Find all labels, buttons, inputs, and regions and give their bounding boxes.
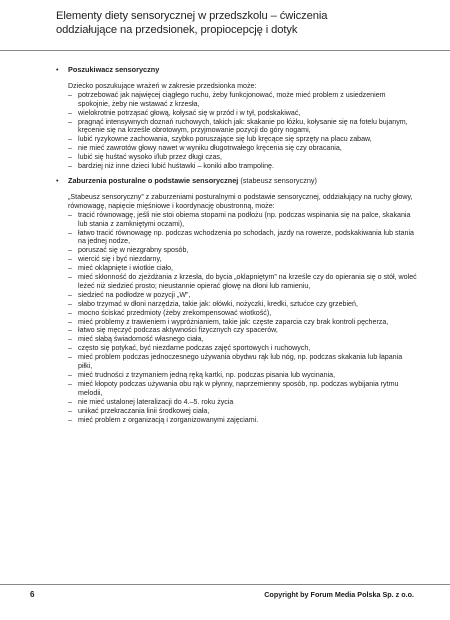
section-heading-sensory-seeker bbox=[56, 66, 418, 75]
list-item: – tracić równowagę, jeśli nie stoi obiema stopami na podłożu (np. podczas wspinania się na palce, skakania lub stania z zamkniętymi oczami), bbox=[68, 211, 418, 229]
section-heading-text: Zaburzenia posturalne o podstawie sensorycznej bbox=[68, 175, 239, 185]
list-item: – nie mieć zawrotów głowy nawet w wyniku długotrwałego kręcenia się czy obracania, bbox=[68, 144, 418, 153]
list-item: – pragnąć intensywnych doznań ruchowych, takich jak: skakanie po łóżku, kołysanie się na fotelu bujanym, kręcenie się na krześle obrotowym, przyjmowanie pozycji do góry nogami, bbox=[68, 118, 418, 136]
page-body bbox=[56, 66, 418, 424]
footer-divider bbox=[0, 584, 450, 585]
list-item: – mieć problem podczas jednoczesnego używania obydwu rąk lub nóg, np. podczas skakania lub łapania piłki, bbox=[68, 353, 418, 371]
bullet-icon: • bbox=[56, 65, 59, 74]
list-item: – unikać przekraczania linii środkowej ciała, bbox=[68, 407, 418, 416]
list-item: – poruszać się w niezgrabny sposób, bbox=[68, 246, 418, 255]
list-item: – mieć słabą świadomość własnego ciała, bbox=[68, 335, 418, 344]
list-item: – mieć trudności z trzymaniem jedną ręką kartki, np. podczas pisania lub wycinania, bbox=[68, 371, 418, 380]
list-item: – potrzebować jak najwięcej ciągłego ruchu, żeby funkcjonować, może mieć problem z usiedzeniem spokojnie, żeby nie wstawać z krzesła, bbox=[68, 91, 418, 109]
list-item: – lubić ryzykowne zachowania, szybko poruszające się lub kręcące się sprzęty na placu zabaw, bbox=[68, 135, 418, 144]
list-item: – mocno ściskać przedmioty (żeby zrekompensować wiotkość), bbox=[68, 309, 418, 318]
list-item: – łatwo tracić równowagę np. podczas wchodzenia po schodach, jazdy na rowerze, podskakiwania lub stania na jednej nodze, bbox=[68, 229, 418, 247]
list-item: – mieć skłonność do zjeżdżania z krzesła, do bycia „oklapniętym” na krześle czy do opierania się o stół, woleć leżeć niż siedzieć prosto; nieustannie opierać głowę na dłoni lub ramieniu, bbox=[68, 273, 418, 291]
list-item: – wielokrotnie potrząsać głową, kołysać się w przód i w tył, podskakiwać, bbox=[68, 109, 418, 118]
header-divider bbox=[0, 50, 450, 51]
page-header bbox=[56, 10, 416, 37]
list-item: – wiercić się i być niezdarny, bbox=[68, 255, 418, 264]
section-list bbox=[56, 211, 418, 425]
list-item: – mieć problemy z trawieniem i wypróżnianiem, takie jak: częste zaparcia czy brak kontroli pęcherza, bbox=[68, 318, 418, 327]
section-heading-suffix: (stabeusz sensoryczny) bbox=[238, 175, 317, 185]
list-item: – mieć oklapnięte i wiotkie ciało, bbox=[68, 264, 418, 273]
section-intro: Dziecko poszukujące wrażeń w zakresie przedsionka może: bbox=[68, 81, 257, 90]
page-number: 6 bbox=[30, 590, 35, 599]
header-title-line-2: oddziałujące na przedsionek, propiocepcję i dotyk bbox=[56, 23, 298, 36]
list-item: – często się potykać, być niezdarne podczas zajęć sportowych i ruchowych, bbox=[68, 344, 418, 353]
section-heading-text: Poszukiwacz sensoryczny bbox=[68, 65, 160, 74]
list-item: – bardziej niż inne dzieci lubić huśtawki – koniki albo trampolinę. bbox=[68, 162, 418, 171]
header-title-line-1: Elementy diety sensorycznej w przedszkolu – ćwiczenia bbox=[56, 10, 328, 22]
list-item: – nie mieć ustalonej lateralizacji do 4.–5. roku życia bbox=[68, 398, 418, 407]
section-heading-postural bbox=[56, 177, 418, 186]
list-item: – słabo trzymać w dłoni narzędzia, takie jak: ołówki, nożyczki, kredki, sztućce czy grzebień, bbox=[68, 300, 418, 309]
list-item: – mieć kłopoty podczas używania obu rąk w płynny, naprzemienny sposób, np. podczas wybijania rytmu melodii, bbox=[68, 380, 418, 398]
copyright-notice: Copyright by Forum Media Polska Sp. z o.o. bbox=[264, 590, 414, 599]
section-list bbox=[56, 91, 418, 171]
section-intro: „Stabeusz sensoryczny” z zaburzeniami posturalnymi o podstawie sensorycznej, oddziałujący na ruchy głowy, równowagę, napięcie mięśniowe i koordynację obustronną, może: bbox=[68, 192, 413, 210]
list-item: – mieć problem z organizacją i zorganizowanymi zajęciami. bbox=[68, 416, 418, 425]
list-item: – lubić się huśtać wysoko i/lub przez długi czas, bbox=[68, 153, 418, 162]
list-item: – łatwo się męczyć podczas aktywności fizycznych czy spacerów, bbox=[68, 326, 418, 335]
list-item: – siedzieć na podłodze w pozycji „W”, bbox=[68, 291, 418, 300]
bullet-icon: • bbox=[56, 175, 59, 185]
